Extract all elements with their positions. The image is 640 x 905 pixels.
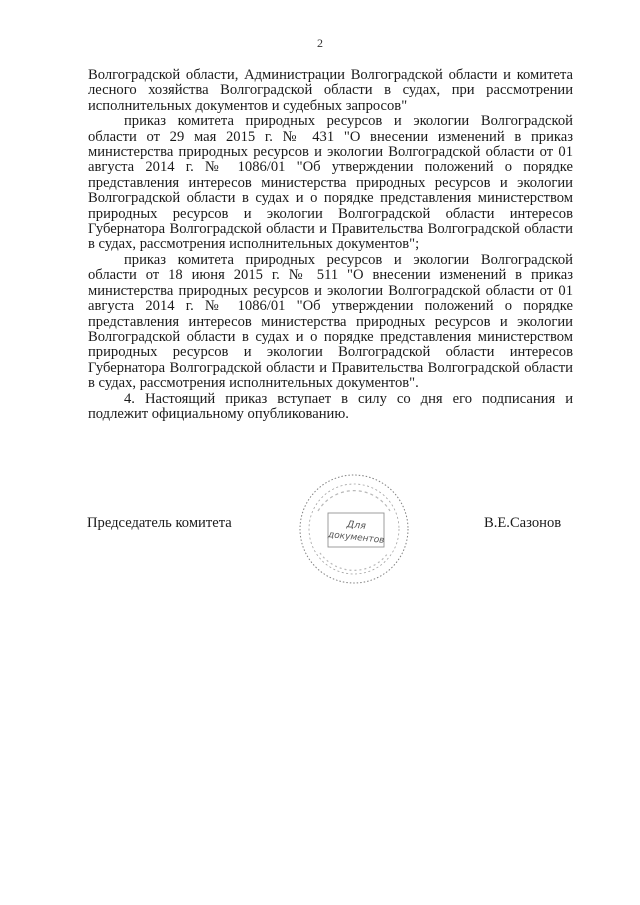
paragraph-order-431: приказ комитета природных ресурсов и экологии Волгоградской области от 29 мая 2015 г. № 431 "О внесении изменений в приказ министерства природных ресурсов и экологии Волгоградской области от 01 августа 2014 г. № 1086/01 "Об утверждении положений о порядке представления интересов министерства природных ресурсов и экологии Волгоградской области в судах и о порядке представления министерством природных ресурсов и экологии Волгоградской области интересов Губернатора Волгоградской области и Правительства Волгоградской области в судах, рассмотрения исполнительных документов"; bbox=[88, 113, 573, 253]
document-body bbox=[88, 68, 573, 422]
paragraph-order-511: приказ комитета природных ресурсов и экологии Волгоградской области от 18 июня 2015 г. № 511 "О внесении изменений в приказ министерства природных ресурсов и экологии Волгоградской области от 01 августа 2014 г. № 1086/01 "Об утверждении положений о порядке представления интересов министерства природных ресурсов и экологии Волгоградской области в судах и о порядке представления министерством природных ресурсов и экологии Волгоградской области интересов Губернатора Волгоградской области и Правительства Волгоградской области в судах, рассмотрения исполнительных документов". bbox=[88, 251, 573, 392]
signatory-title: Председатель комитета bbox=[87, 515, 232, 531]
stamp-seal bbox=[296, 471, 412, 587]
paragraph-continuation: Волгоградской области, Администрации Волгоградской области и комитета лесного хозяйства Волгоградской области в судах, при рассмотрении исполнительных документов и судебных запросов" bbox=[88, 67, 573, 114]
signatory-name: В.Е.Сазонов bbox=[484, 515, 562, 531]
page-number: 2 bbox=[317, 36, 323, 50]
stamp-text-line1: Для bbox=[346, 519, 367, 532]
paragraph-effective-date: 4. Настоящий приказ вступает в силу со дня его подписания и подлежит официальному опубликованию. bbox=[88, 390, 573, 422]
stamp-text-line2: документов bbox=[327, 530, 385, 546]
